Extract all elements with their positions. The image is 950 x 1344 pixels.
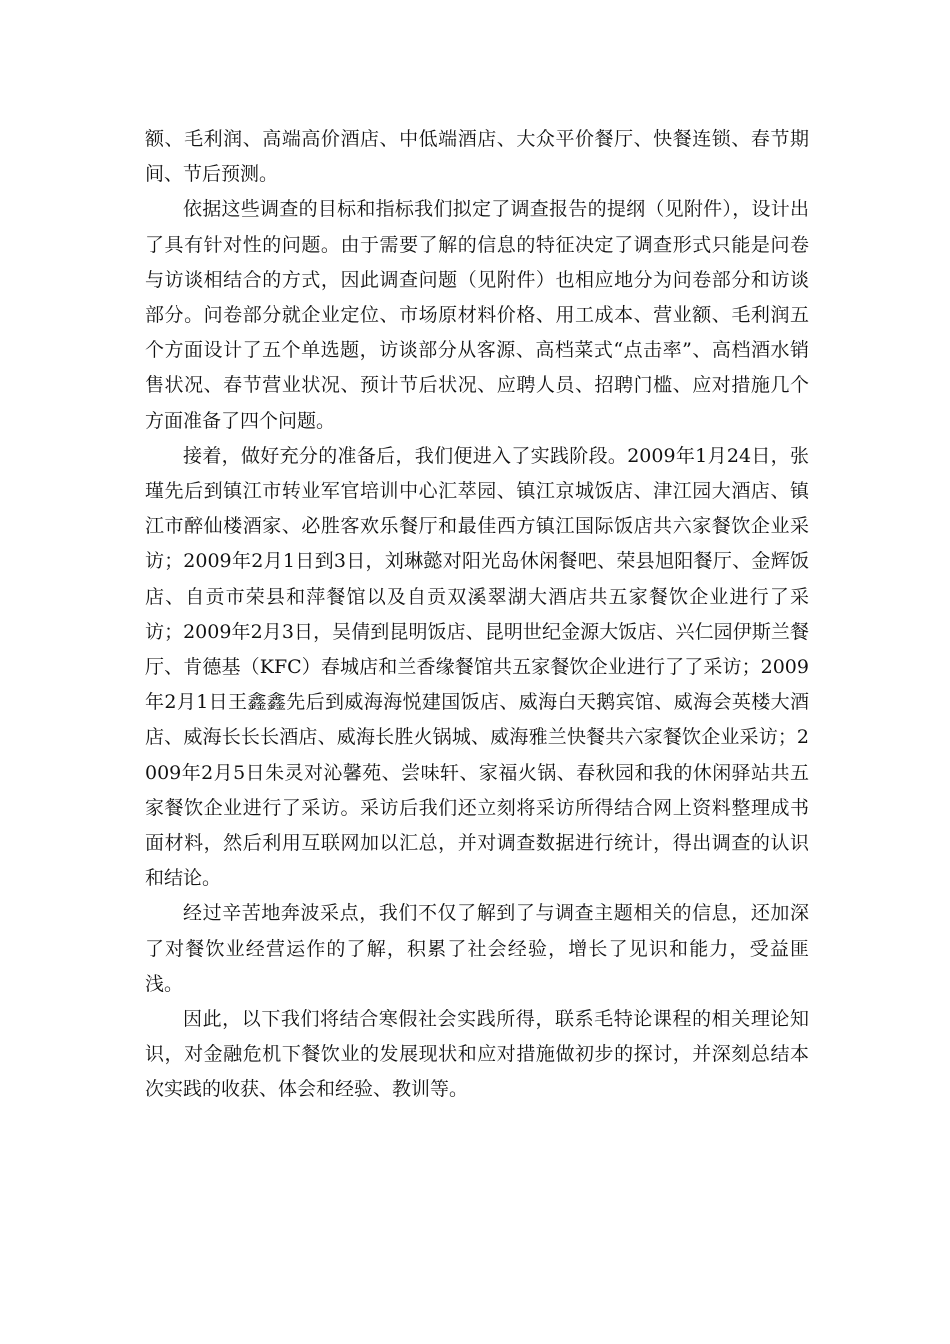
paragraph-practice-stage: 接着，做好充分的准备后，我们便进入了实践阶段。2009年1月24日，张瑾先后到镇江市转业军官培训中心汇萃园、镇江京城饭店、津江园大酒店、镇江市醉仙楼酒家、必胜客欢乐餐厅和最佳西方镇江国际饭店共六家餐饮企业采访；2009年2月1日到3日，刘琳懿对阳光岛休闲餐吧、荣县旭阳餐厅、金辉饭店、自贡市荣县和萍餐馆以及自贡双溪翠湖大酒店共五家餐饮企业进行了采访；2009年2月3日，吴倩到昆明饭店、昆明世纪金源大饭店、兴仁园伊斯兰餐厅、肯德基（KFC）春城店和兰香缘餐馆共五家餐饮企业进行了了采访；2009年2月1日王鑫鑫先后到威海海悦建国饭店、威海白天鹅宾馆、威海会英楼大酒店、威海长长长酒店、威海长胜火锅城、威海雅兰快餐共六家餐饮企业采访；2009年2月5日朱灵对沁馨苑、尝味轩、家福火锅、春秋园和我的休闲驿站共五家餐饮企业进行了采访。采访后我们还立刻将采访所得结合网上资料整理成书面材料，然后利用互联网加以汇总，并对调查数据进行统计，得出调查的认识和结论。 <box>145 444 809 890</box>
paragraph-gains: 经过辛苦地奔波采点，我们不仅了解到了与调查主题相关的信息，还加深了对餐饮业经营运作的了解，积累了社会经验，增长了见识和能力，受益匪浅。 <box>145 902 809 995</box>
paragraph-continuation: 额、毛利润、高端高价酒店、中低端酒店、大众平价餐厅、快餐连锁、春节期间、节后预测。 <box>145 128 809 186</box>
document-body <box>145 122 809 1108</box>
paragraph-survey-design: 依据这些调查的目标和指标我们拟定了调查报告的提纲（见附件），设计出了具有针对性的问题。由于需要了解的信息的特征决定了调查形式只能是问卷与访谈相结合的方式，因此调查问题（见附件）也相应地分为问卷部分和访谈部分。问卷部分就企业定位、市场原材料价格、用工成本、营业额、毛利润五个方面设计了五个单选题，访谈部分从客源、高档菜式“点击率”、高档酒水销售状况、春节营业状况、预计节后状况、应聘人员、招聘门槛、应对措施几个方面准备了四个问题。 <box>145 198 809 432</box>
paragraph-conclusion-intro: 因此，以下我们将结合寒假社会实践所得，联系毛特论课程的相关理论知识，对金融危机下餐饮业的发展现状和应对措施做初步的探讨，并深刻总结本次实践的收获、体会和经验、教训等。 <box>145 1008 809 1101</box>
